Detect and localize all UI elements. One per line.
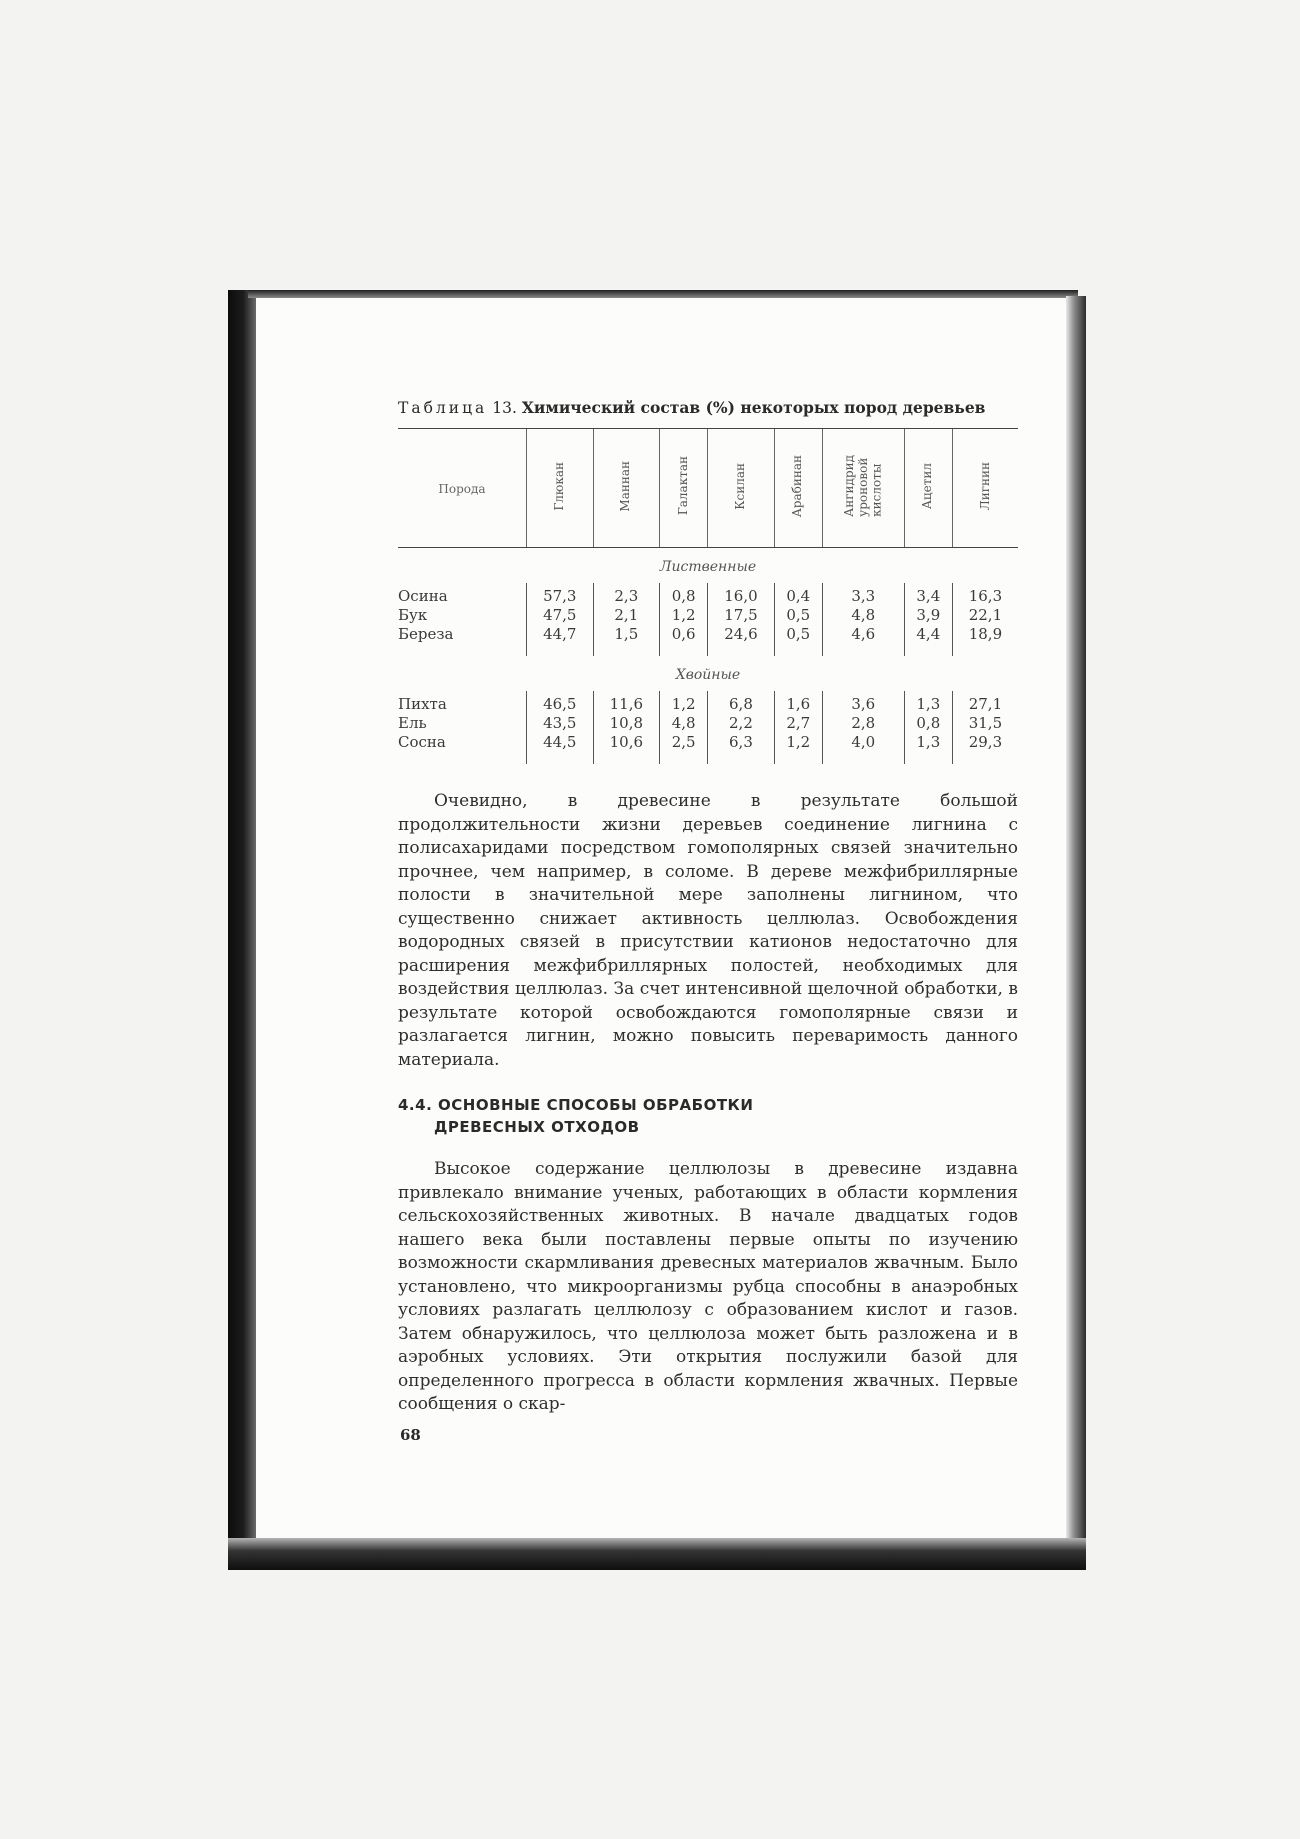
value-cell: 1,2 [660, 606, 708, 625]
paragraph-lignin: Очевидно, в древесине в результате большой продолжительности жизни деревьев соединение лигнина с полисахаридами посредством гомополярных связей значительно прочнее, чем например, в соломе. В дереве межфибриллярные полости в значительной мере заполнены лигнином, что существенно снижает активность целлюлаз. Освобождения водородных связей в присутствии катионов недостаточно для расширения межфибриллярных полостей, необходимых для воздействия целлюлаз. За счет интенсивной щелочной обработки, в результате которой освобождаются гомополярные связи и разлагается лигнин, можно повысить переваримость данного материала. [398, 791, 1018, 1070]
section-title-line1: ОСНОВНЫЕ СПОСОБЫ ОБРАБОТКИ [438, 1096, 754, 1114]
value-cell: 2,5 [660, 733, 708, 764]
table-row [398, 714, 1018, 733]
value-cell: 10,6 [593, 733, 660, 764]
value-cell: 4,8 [660, 714, 708, 733]
value-cell: 17,5 [708, 606, 775, 625]
column-header: Лигнин [952, 429, 1018, 548]
table-row [398, 691, 1018, 714]
value-cell: 44,7 [527, 625, 594, 656]
value-cell: 3,3 [822, 583, 904, 606]
value-cell: 2,2 [708, 714, 775, 733]
scan-frame-top [248, 290, 1078, 298]
species-cell: Сосна [398, 733, 446, 751]
value-cell: 3,4 [904, 583, 952, 606]
species-cell: Пихта [398, 695, 447, 713]
value-cell: 3,6 [822, 691, 904, 714]
value-cell: 11,6 [593, 691, 660, 714]
value-cell: 1,2 [774, 733, 822, 764]
table-row [398, 625, 1018, 656]
value-cell: 6,3 [708, 733, 775, 764]
table-row [398, 583, 1018, 606]
section-heading [398, 1094, 1018, 1138]
table-row [398, 606, 1018, 625]
value-cell: 44,5 [527, 733, 594, 764]
caption-number: 13. [492, 399, 517, 417]
value-cell: 29,3 [952, 733, 1018, 764]
value-cell: 0,6 [660, 625, 708, 656]
value-cell: 1,3 [904, 691, 952, 714]
table-header-row [398, 429, 1018, 548]
value-cell: 46,5 [527, 691, 594, 714]
column-header: Арабинан [774, 429, 822, 548]
table-row [398, 733, 1018, 764]
caption-title: Химический состав (%) некоторых пород деревьев [521, 398, 986, 417]
value-cell: 6,8 [708, 691, 775, 714]
scan-frame-right [1066, 296, 1086, 1570]
value-cell: 10,8 [593, 714, 660, 733]
species-cell: Осина [398, 587, 448, 605]
species-cell: Бук [398, 606, 428, 624]
value-cell: 0,8 [660, 583, 708, 606]
column-header: Маннан [593, 429, 660, 548]
value-cell: 3,9 [904, 606, 952, 625]
value-cell: 1,2 [660, 691, 708, 714]
value-cell: 57,3 [527, 583, 594, 606]
group-title: Хвойные [675, 667, 741, 683]
value-cell: 16,0 [708, 583, 775, 606]
table-caption [398, 398, 1018, 417]
value-cell: 24,6 [708, 625, 775, 656]
value-cell: 2,8 [822, 714, 904, 733]
caption-label: Таблица [398, 399, 488, 417]
table-group-body [398, 583, 1018, 656]
value-cell: 2,3 [593, 583, 660, 606]
value-cell: 0,5 [774, 606, 822, 625]
value-cell: 1,5 [593, 625, 660, 656]
scan-frame-bottom [228, 1538, 1086, 1570]
value-cell: 47,5 [527, 606, 594, 625]
value-cell: 0,8 [904, 714, 952, 733]
value-cell: 4,0 [822, 733, 904, 764]
value-cell: 27,1 [952, 691, 1018, 714]
species-cell: Береза [398, 625, 454, 643]
value-cell: 4,8 [822, 606, 904, 625]
table-group-body [398, 691, 1018, 764]
composition-table [398, 428, 1018, 764]
column-header: Ксилан [708, 429, 775, 548]
value-cell: 16,3 [952, 583, 1018, 606]
page-number: 68 [400, 1426, 421, 1444]
species-cell: Ель [398, 714, 427, 732]
value-cell: 1,3 [904, 733, 952, 764]
value-cell: 4,4 [904, 625, 952, 656]
column-header: Ангидрид уроновой кислоты [822, 429, 904, 548]
value-cell: 1,6 [774, 691, 822, 714]
row-header-cell: Порода [398, 429, 527, 548]
group-title: Лиственные [659, 559, 757, 575]
section-title-line2: ДРЕВЕСНЫХ ОТХОДОВ [434, 1118, 640, 1136]
value-cell: 22,1 [952, 606, 1018, 625]
column-header: Галактан [660, 429, 708, 548]
value-cell: 18,9 [952, 625, 1018, 656]
value-cell: 0,5 [774, 625, 822, 656]
paragraph-cellulose: Высокое содержание целлюлозы в древесине издавна привлекало внимание ученых, работающих в области кормления сельскохозяйственных животных. В начале двадцатых годов нашего века были поставлены первые опыты по изучению возможности скармливания древесных материалов жвачным. Было установлено, что микроорганизмы рубца способны в анаэробных условиях разлагать целлюлозу с образованием кислот и газов. Затем обнаружилось, что целлюлоза может быть разложена и в аэробных условиях. Эти открытия послужили базой для определенного прогресса в области кормления жвачных. Первые сообщения о скар- [398, 1159, 1018, 1414]
column-header: Ацетил [904, 429, 952, 548]
value-cell: 2,7 [774, 714, 822, 733]
value-cell: 43,5 [527, 714, 594, 733]
column-header: Глюкан [527, 429, 594, 548]
value-cell: 2,1 [593, 606, 660, 625]
scan-frame-left [228, 290, 256, 1570]
value-cell: 4,6 [822, 625, 904, 656]
section-number: 4.4. [398, 1096, 433, 1114]
value-cell: 31,5 [952, 714, 1018, 733]
value-cell: 0,4 [774, 583, 822, 606]
